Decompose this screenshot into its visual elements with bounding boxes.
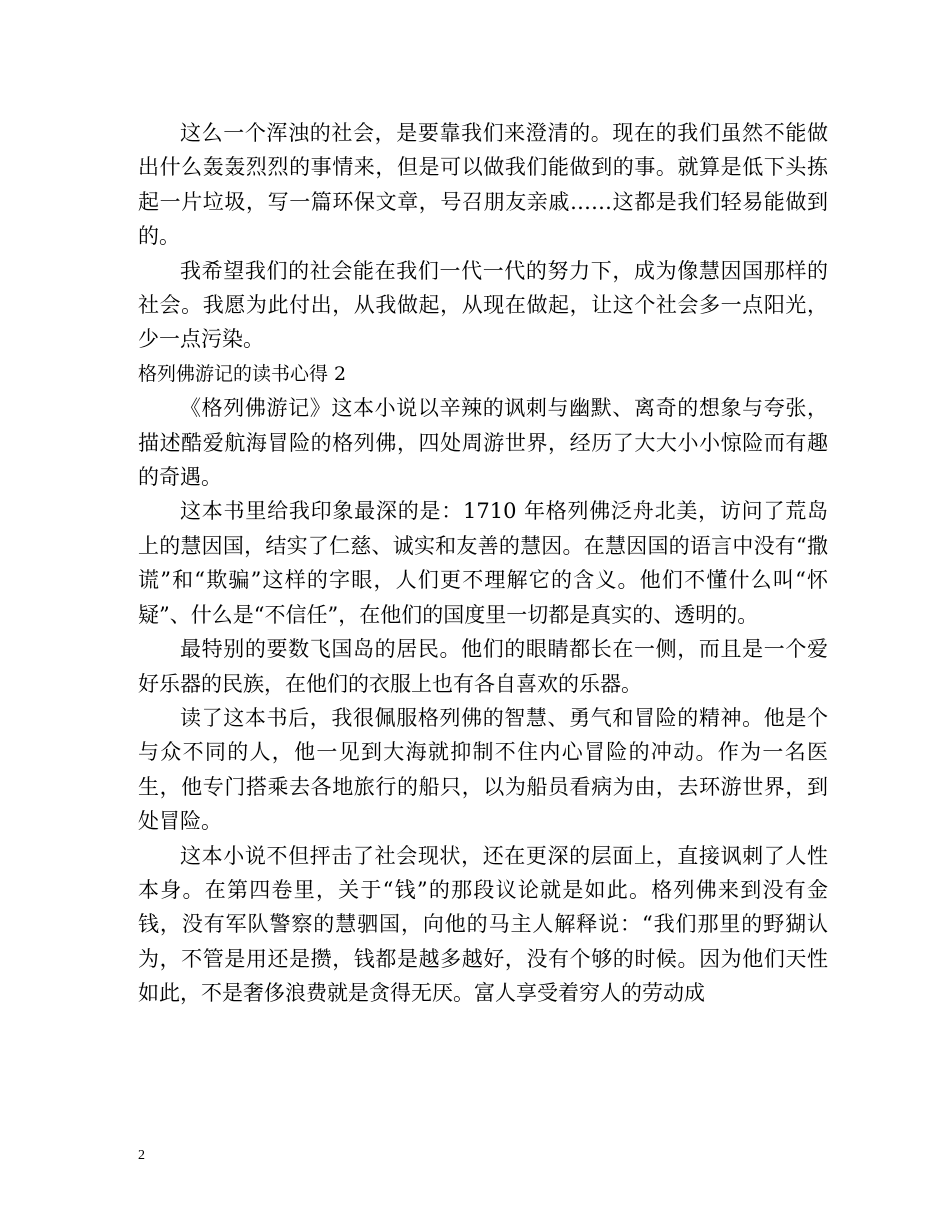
paragraph: 我希望我们的社会能在我们一代一代的努力下，成为像慧因国那样的社会。我愿为此付出，从我做起，从现在做起，让这个社会多一点阳光，少一点污染。 xyxy=(138,258,828,352)
page-number: 2 xyxy=(138,1148,145,1163)
paragraph: 最特别的要数飞国岛的居民。他们的眼睛都长在一侧，而且是一个爱好乐器的民族，在他们的衣服上也有各自喜欢的乐器。 xyxy=(138,637,828,696)
paragraph: 读了这本书后，我很佩服格列佛的智慧、勇气和冒险的精神。他是个与众不同的人，他一见到大海就抑制不住内心冒险的冲动。作为一名医生，他专门搭乘去各地旅行的船只，以为船员看病为由，去环游世界，到处冒险。 xyxy=(138,705,828,834)
paragraph: 《格列佛游记》这本小说以辛辣的讽刺与幽默、离奇的想象与夸张，描述酷爱航海冒险的格列佛，四处周游世界，经历了大大小小惊险而有趣的奇遇。 xyxy=(138,396,828,490)
paragraph: 这本小说不但抨击了社会现状，还在更深的层面上，直接讽刺了人性本身。在第四卷里，关于“钱”的那段议论就是如此。格列佛来到没有金钱，没有军队警察的慧驷国，向他的马主人解释说：“我们那里的野猢认为，不管是用还是攒，钱都是越多越好，没有个够的时候。因为他们天性如此，不是奢侈浪费就是贪得无厌。富人享受着穷人的劳动成 xyxy=(138,843,828,1006)
document-body xyxy=(138,116,828,1011)
paragraph: 这么一个浑浊的社会，是要靠我们来澄清的。现在的我们虽然不能做出什么轰轰烈烈的事情来，但是可以做我们能做到的事。就算是低下头拣起一片垃圾，写一篇环保文章，号召朋友亲戚……这都是我们轻易能做到的。 xyxy=(138,121,828,249)
section-title: 格列佛游记的读书心得 2 xyxy=(138,362,347,385)
paragraph: 这本书里给我印象最深的是：1710 年格列佛泛舟北美，访问了荒岛上的慧因国，结实了仁慈、诚实和友善的慧因。在慧因国的语言中没有“撒谎”和“欺骗”这样的字眼，人们更不理解它的含义。他们不懂什么叫“怀疑”、什么是“不信任”，在他们的国度里一切都是真实的、透明的。 xyxy=(138,499,828,627)
